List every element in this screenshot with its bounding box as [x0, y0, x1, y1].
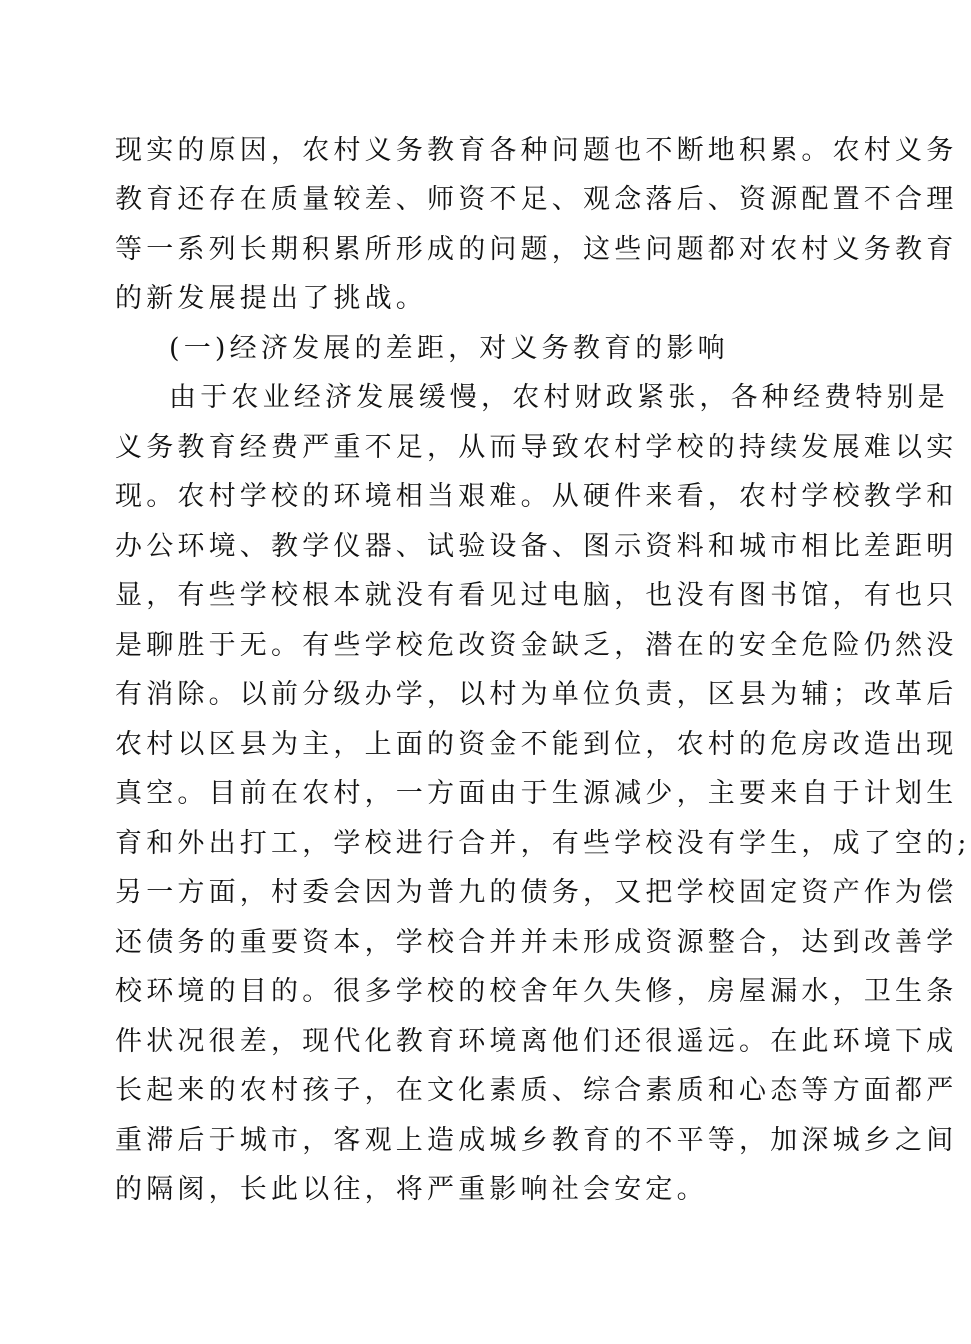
- paragraph-2-line-12: 还债务的重要资本，学校合并并未形成资源整合，达到改善学: [115, 927, 958, 958]
- paragraph-2-line-17: 的隔阂，长此以往，将严重影响社会安定。: [115, 1174, 708, 1205]
- paragraph-2-line-10: 育和外出打工，学校进行合并，有些学校没有学生，成了空的;: [115, 828, 971, 859]
- paragraph-2-line-15: 长起来的农村孩子，在文化素质、综合素质和心态等方面都严: [115, 1075, 958, 1106]
- paragraph-1-line-3: 等一系列长期积累所形成的问题，这些问题都对农村义务教育: [115, 234, 958, 265]
- paragraph-2-line-4: 办公环境、教学仪器、试验设备、图示资料和城市相比差距明: [115, 531, 958, 562]
- paragraph-2-line-8: 农村以区县为主，上面的资金不能到位，农村的危房改造出现: [115, 729, 958, 760]
- paragraph-1-line-4: 的新发展提出了挑战。: [115, 283, 427, 314]
- paragraph-2-line-1: 由于农业经济发展缓慢，农村财政紧张，各种经费特别是: [169, 382, 949, 413]
- paragraph-2-line-2: 义务教育经费严重不足，从而导致农村学校的持续发展难以实: [115, 432, 958, 463]
- paragraph-1-line-2: 教育还存在质量较差、师资不足、观念落后、资源配置不合理: [115, 184, 958, 215]
- paragraph-2-line-13: 校环境的目的。很多学校的校舍年久失修，房屋漏水，卫生条: [115, 976, 958, 1007]
- paragraph-2-line-9: 真空。目前在农村，一方面由于生源减少，主要来自于计划生: [115, 778, 958, 809]
- section-heading: (一)经济发展的差距，对义务教育的影响: [169, 333, 729, 364]
- paragraph-2-line-3: 现。农村学校的环境相当艰难。从硬件来看，农村学校教学和: [115, 481, 958, 512]
- paragraph-2-line-11: 另一方面，村委会因为普九的债务，又把学校固定资产作为偿: [115, 877, 958, 908]
- paragraph-2-line-14: 件状况很差，现代化教育环境离他们还很遥远。在此环境下成: [115, 1026, 958, 1057]
- paragraph-2-line-5: 显，有些学校根本就没有看见过电脑，也没有图书馆，有也只: [115, 580, 958, 611]
- paragraph-1-line-1: 现实的原因，农村义务教育各种问题也不断地积累。农村义务: [115, 135, 958, 166]
- paragraph-2-line-16: 重滞后于城市，客观上造成城乡教育的不平等，加深城乡之间: [115, 1125, 958, 1156]
- paragraph-2-line-6: 是聊胜于无。有些学校危改资金缺乏，潜在的安全危险仍然没: [115, 630, 958, 661]
- paragraph-2-line-7: 有消除。以前分级办学，以村为单位负责，区县为辅；改革后: [115, 679, 958, 710]
